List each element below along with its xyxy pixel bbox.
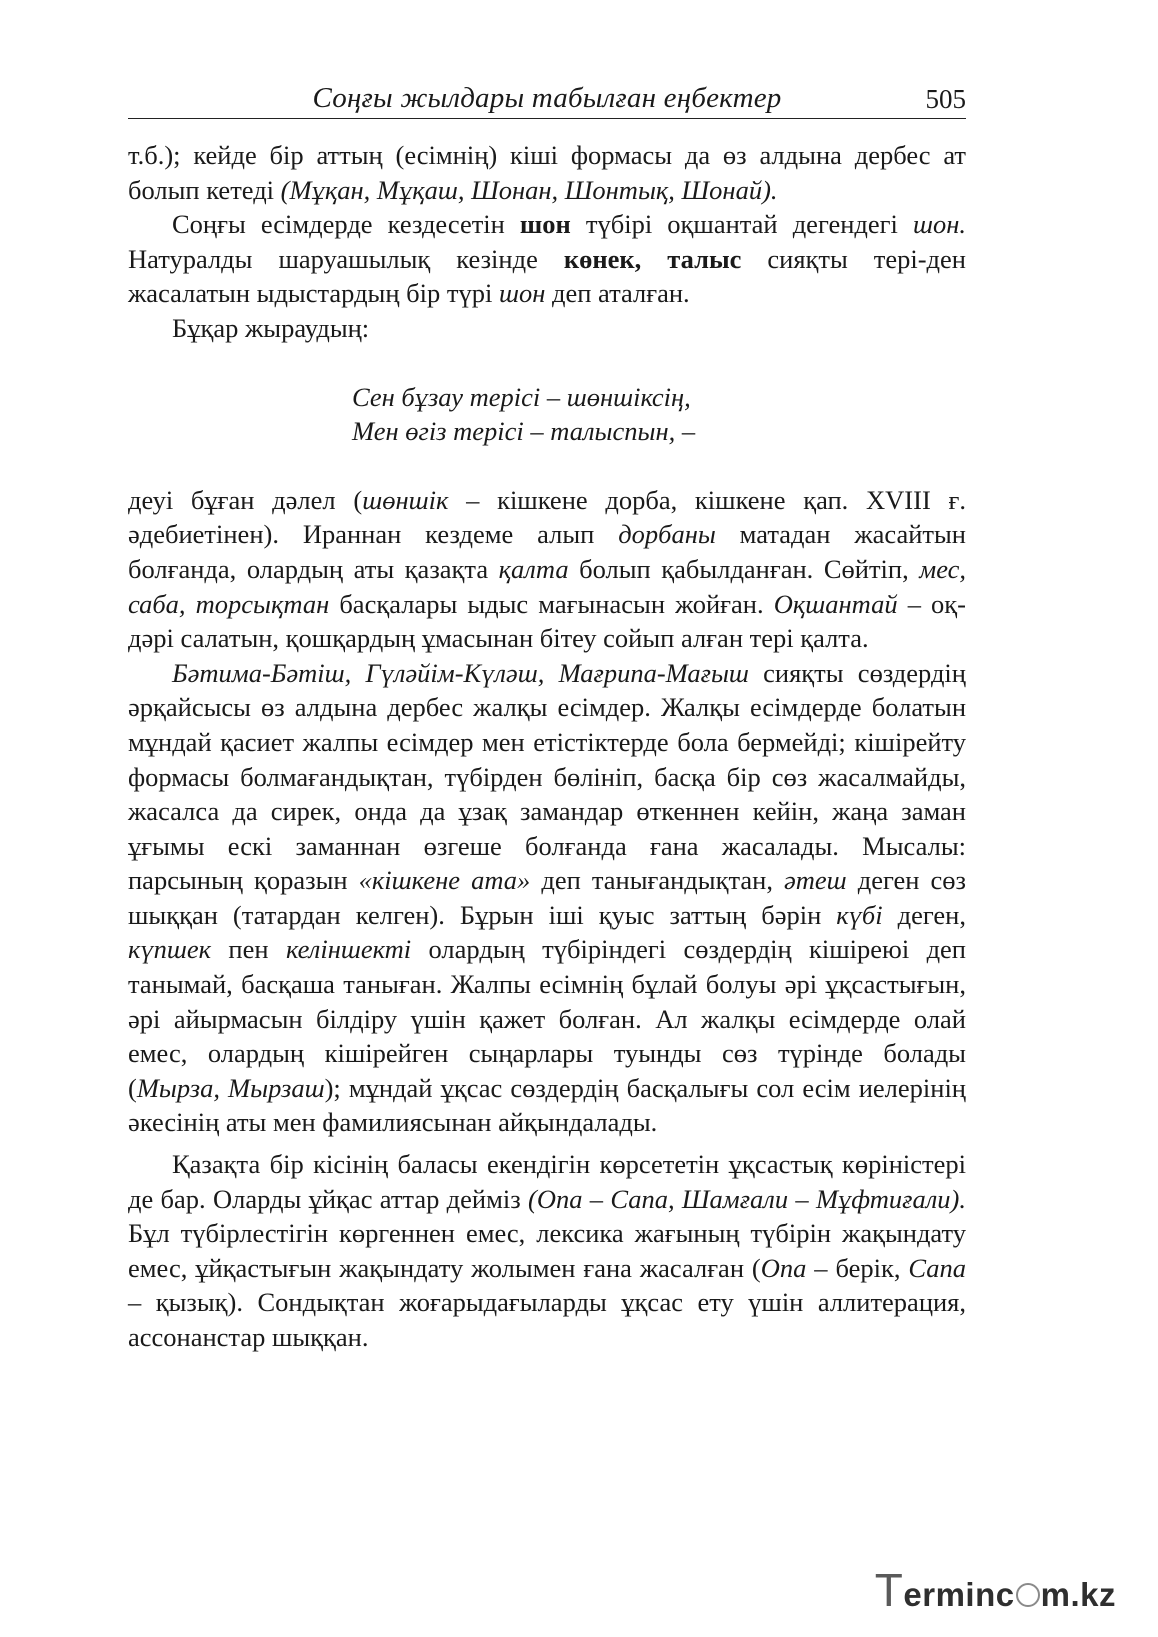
text-run: Бұл түбірлестігін көргеннен емес, лексика жағының түбірін жақындату емес, ұйқастығын жақындату жолымен ғана жасалған ( [128,1218,966,1283]
text-run: басқалары ыдыс мағынасын жойған. [329,588,774,619]
text-run: деп танығандықтан, [530,865,784,896]
text-run: Бұқар жыраудың: [172,312,370,343]
text-run: – қызық). Сондықтан жоғарыдағыларды ұқсас ету үшін аллитерация, ассонанстар шыққан. [128,1287,966,1352]
text-run: олардың түбіріндегі сөздердің кішіреюі деп танымай, басқаша таныған. Жалпы есімнің бұлай болуы әрі ұқсастығын, әрі айырмасын білдіру үшін қажет болған. Ал жалқы есімдерде олай емес, олардың кішірейген сыңарлары туынды сөз түрінде болады ( [128,934,966,1103]
globe-icon [1016,1583,1040,1607]
text-run: деген, [882,899,966,930]
italic-term: дорбаны [618,519,716,550]
italic-term: (Опа – Сапа, Шамғали – Мұфтиғали). [528,1183,966,1214]
text-run: пен [211,934,286,965]
paragraph-6 [128,1147,966,1355]
italic-term: қалта [498,553,569,584]
text-run: матадан жасайтын болғанда, олардың аты қазақта [128,519,966,584]
italic-term: әтеш [784,865,847,896]
text-run: Соңғы есімдерде кездесетін [172,209,520,240]
verse-quote [352,380,966,449]
verse-line-1: Сен бұзау терісі – шөншіксің, [352,381,691,412]
paragraph-3 [128,311,966,346]
logo-text-2: c [995,1576,1015,1613]
document-page [128,80,966,1355]
italic-term: «кішкене ата» [358,865,531,896]
italic-term: (Мұқан, Мұқаш, Шонан, Шонтық, Шонай). [280,174,778,205]
text-run: түбірі оқшантай дегендегі [570,209,913,240]
paragraph-4 [128,483,966,656]
termincom-logo [875,1563,1116,1617]
paragraph-2 [128,207,966,311]
italic-term: мес, саба, торсықтан [128,553,966,619]
italic-term: күпшек [128,934,212,965]
verse-line-2: Мен өгіз терісі – талыспын, – [352,416,696,447]
italic-term: шон. [912,209,967,240]
italic-term: Опа [760,1252,807,1283]
bold-term: шон [519,209,571,240]
text-run: Натуралды шаруашылық кезінде [128,243,564,274]
logo-text-3: m.kz [1040,1576,1116,1613]
running-header [128,80,966,119]
text-run: деп аталған. [545,278,690,309]
text-run: сияқты тері-ден жасалатын ыдыстардың бір түрі [128,243,966,309]
italic-term: келіншекті [285,934,412,965]
italic-term: күбі [836,899,883,930]
paragraph-5 [128,656,966,1140]
italic-term: Сапа [908,1252,966,1283]
italic-term: шөншік [362,484,449,515]
text-run: т.б.); кейде бір аттың (есімнің) кіші формасы да өз алдына дербес ат болып кетеді [128,140,966,205]
bold-term: көнек, талыс [563,243,742,274]
paragraph-1 [128,138,966,207]
logo-text-1: ermin [903,1576,996,1613]
text-run: ); мұндай ұқсас сөздердің басқалығы сол есім иелерінің әкесінің аты мен фамилиясынан айқындалады. [128,1072,966,1138]
italic-term: шон [498,278,546,309]
text-run: болып қабылданған. Сөйтіп, [568,553,920,584]
text-run: – берік, [806,1252,909,1283]
italic-term: Бәтима-Бәтіш, Гүләйім-Күләш, Мағрипа-Мағыш [172,657,749,688]
text-run: сияқты сөздердің әрқайсысы өз алдына дербес жалқы есімдер. Жалқы есімдерде болатын мұндай қасиет жалпы есімдер мен етістіктерде бола бермейді; кішірейту формасы болмағандықтан, түбірден бөлініп, басқа бір сөз жасалмайды, жасалса да сирек, онда да ұзақ замандар өткеннен кейін, жаңа заман ұғымы ескі заманнан өзгеше болғанда ғана жасалады. Мысалы: парсының қоразын [128,657,966,896]
body-text [128,138,966,1355]
text-run: деуі бұған дәлел ( [128,484,363,515]
text-run: Қазақта бір кісінің баласы екендігін көрсететін ұқсастық көріністері де бар. Оларды ұйқас аттар дейміз [128,1149,966,1214]
running-title: Соңғы жылдары табылған еңбектер [312,82,782,114]
text-run: – кішкене дорба, кішкене қап. XVIII ғ. әдебиетінен). Ираннан кездеме алып [128,484,966,550]
logo-letter-t: T [874,1564,904,1616]
page-number: 505 [925,84,966,114]
text-run: – оқ-дәрі салатын, қошқардың ұмасынан бітеу сойып алған тері қалта. [128,588,966,654]
text-run: деген сөз шыққан (татардан келген). Бұрын іші қуыс заттың бәрін [128,865,966,930]
italic-term: Оқшантай [773,588,898,619]
italic-term: Мырза, Мырзаш [136,1072,325,1103]
